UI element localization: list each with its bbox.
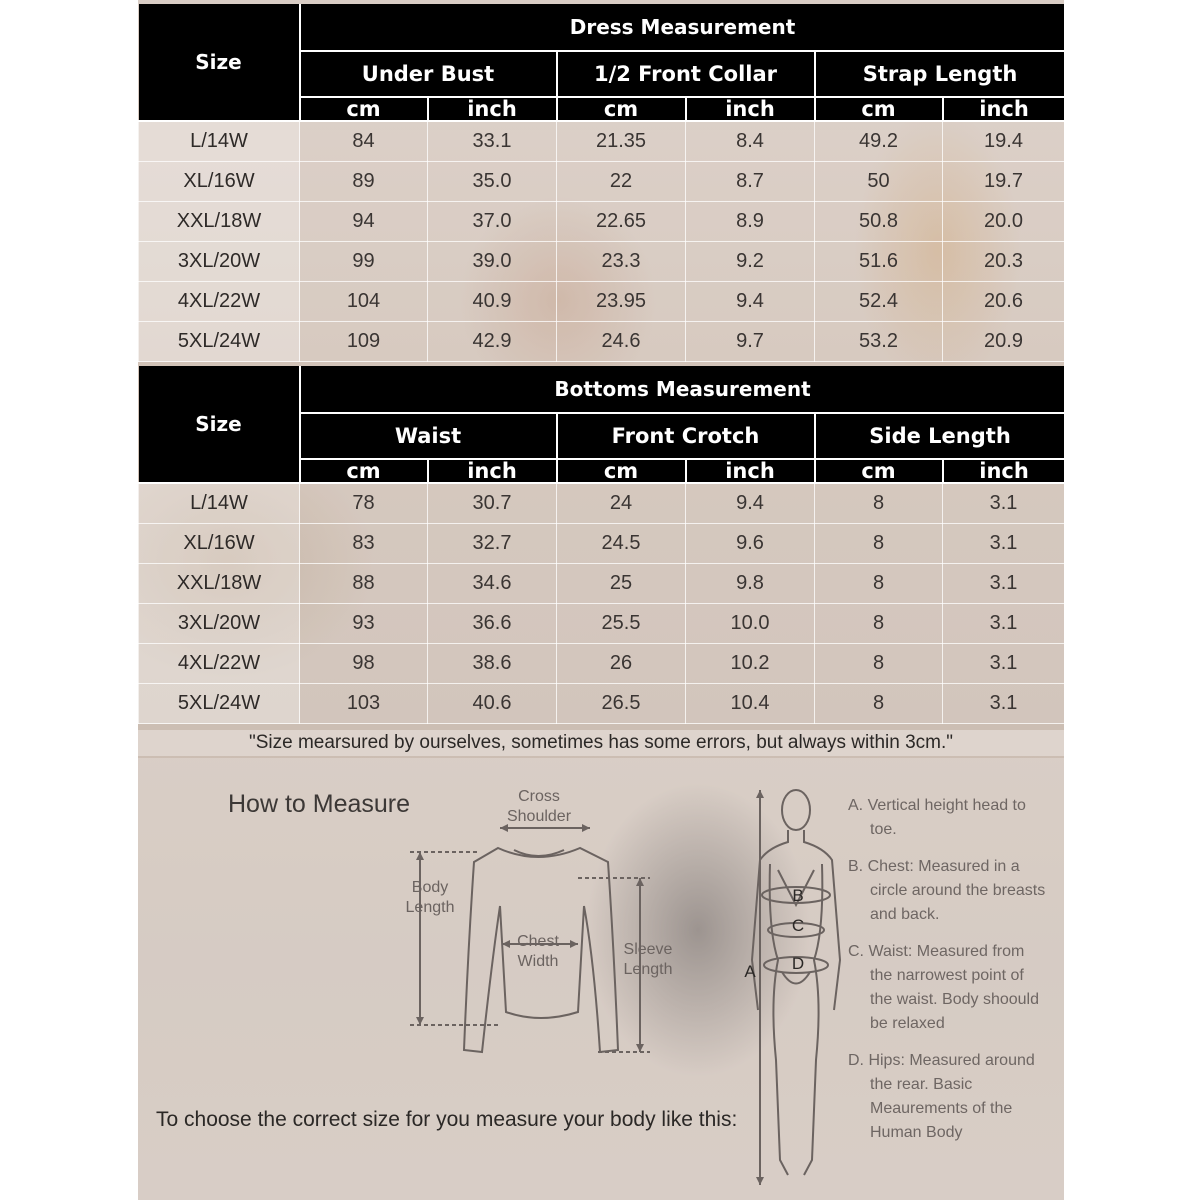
- value-cell: 9.4: [686, 483, 815, 524]
- sleeve-length-label: [608, 940, 688, 980]
- unit-header: cm: [300, 97, 428, 121]
- unit-header: inch: [943, 459, 1065, 483]
- value-cell: 35.0: [428, 162, 557, 202]
- measurement-steps: [848, 794, 1048, 1158]
- value-cell: 26: [557, 644, 686, 684]
- waist-header: Waist: [300, 413, 557, 459]
- choose-size-instruction: To choose the correct size for you measure your body like this:: [156, 1108, 738, 1131]
- side-length-header: Side Length: [815, 413, 1065, 459]
- size-cell: 4XL/22W: [139, 282, 300, 322]
- unit-header: inch: [428, 459, 557, 483]
- cross-shoulder-label: [494, 787, 584, 827]
- value-cell: 9.7: [686, 322, 815, 362]
- value-cell: 89: [300, 162, 428, 202]
- under-bust-header: Under Bust: [300, 51, 557, 97]
- value-cell: 20.9: [943, 322, 1065, 362]
- value-cell: 25.5: [557, 604, 686, 644]
- value-cell: 8: [815, 604, 943, 644]
- front-crotch-header: Front Crotch: [557, 413, 815, 459]
- value-cell: 22: [557, 162, 686, 202]
- value-cell: 21.35: [557, 121, 686, 162]
- strap-length-header: Strap Length: [815, 51, 1065, 97]
- cross-shoulder-label-line: Shoulder: [506, 808, 572, 825]
- size-cell: L/14W: [139, 483, 300, 524]
- size-cell: 5XL/24W: [139, 684, 300, 724]
- value-cell: 8: [815, 524, 943, 564]
- body-figure: [752, 790, 840, 1185]
- value-cell: 36.6: [428, 604, 557, 644]
- size-cell: XL/16W: [139, 162, 300, 202]
- value-cell: 19.4: [943, 121, 1065, 162]
- value-cell: 53.2: [815, 322, 943, 362]
- size-cell: 3XL/20W: [139, 242, 300, 282]
- size-header: Size: [139, 366, 300, 483]
- value-cell: 38.6: [428, 644, 557, 684]
- value-cell: 3.1: [943, 483, 1065, 524]
- value-cell: 8: [815, 644, 943, 684]
- size-cell: 3XL/20W: [139, 604, 300, 644]
- value-cell: 30.7: [428, 483, 557, 524]
- value-cell: 50: [815, 162, 943, 202]
- step-b-text: B. Chest: Measured in a circle around the breasts and back.: [848, 858, 1046, 923]
- unit-header: cm: [815, 459, 943, 483]
- value-cell: 10.0: [686, 604, 815, 644]
- value-cell: 3.1: [943, 604, 1065, 644]
- value-cell: 83: [300, 524, 428, 564]
- value-cell: 10.2: [686, 644, 815, 684]
- value-cell: 52.4: [815, 282, 943, 322]
- value-cell: 9.2: [686, 242, 815, 282]
- marker-d: D: [791, 954, 805, 973]
- value-cell: 8.7: [686, 162, 815, 202]
- value-cell: 3.1: [943, 684, 1065, 724]
- value-cell: 24: [557, 483, 686, 524]
- marker-c: C: [791, 916, 805, 935]
- value-cell: 33.1: [428, 121, 557, 162]
- value-cell: 20.3: [943, 242, 1065, 282]
- sleeve-length-label-line: Sleeve: [623, 941, 673, 958]
- unit-header: inch: [428, 97, 557, 121]
- value-cell: 19.7: [943, 162, 1065, 202]
- value-cell: 23.95: [557, 282, 686, 322]
- size-header: Size: [139, 4, 300, 121]
- size-cell: XL/16W: [139, 524, 300, 564]
- value-cell: 88: [300, 564, 428, 604]
- value-cell: 42.9: [428, 322, 557, 362]
- chest-width-label-line: Chest: [517, 933, 559, 950]
- value-cell: 51.6: [815, 242, 943, 282]
- unit-header: inch: [943, 97, 1065, 121]
- unit-header: inch: [686, 97, 815, 121]
- value-cell: 32.7: [428, 524, 557, 564]
- size-cell: 4XL/22W: [139, 644, 300, 684]
- value-cell: 3.1: [943, 524, 1065, 564]
- step-d-text: D. Hips: Measured around the rear. Basic Meaurements of the Human Body: [848, 1052, 1035, 1141]
- size-cell: 5XL/24W: [139, 322, 300, 362]
- chest-width-label-line: Width: [517, 953, 559, 970]
- value-cell: 103: [300, 684, 428, 724]
- value-cell: 37.0: [428, 202, 557, 242]
- marker-b: B: [792, 886, 804, 905]
- value-cell: 22.65: [557, 202, 686, 242]
- body-length-label-line: Length: [405, 899, 455, 916]
- value-cell: 104: [300, 282, 428, 322]
- value-cell: 9.6: [686, 524, 815, 564]
- value-cell: 8: [815, 684, 943, 724]
- unit-header: cm: [815, 97, 943, 121]
- value-cell: 20.0: [943, 202, 1065, 242]
- value-cell: 9.8: [686, 564, 815, 604]
- dress-measurement-title: Dress Measurement: [300, 4, 1065, 51]
- value-cell: 10.4: [686, 684, 815, 724]
- step-c-text: C. Waist: Measured from the narrowest point of the waist. Body shoould be relaxed: [848, 943, 1039, 1032]
- value-cell: 24.6: [557, 322, 686, 362]
- value-cell: 94: [300, 202, 428, 242]
- value-cell: 39.0: [428, 242, 557, 282]
- marker-a: A: [744, 962, 756, 981]
- value-cell: 98: [300, 644, 428, 684]
- value-cell: 93: [300, 604, 428, 644]
- value-cell: 26.5: [557, 684, 686, 724]
- unit-header: inch: [686, 459, 815, 483]
- front-collar-header: 1/2 Front Collar: [557, 51, 815, 97]
- cross-shoulder-label-line: Cross: [518, 788, 560, 805]
- body-length-label-line: Body: [411, 879, 449, 896]
- value-cell: 20.6: [943, 282, 1065, 322]
- value-cell: 8.4: [686, 121, 815, 162]
- value-cell: 3.1: [943, 564, 1065, 604]
- chest-width-label: [498, 932, 578, 972]
- value-cell: 40.6: [428, 684, 557, 724]
- unit-header: cm: [300, 459, 428, 483]
- value-cell: 99: [300, 242, 428, 282]
- sleeve-length-label-line: Length: [623, 961, 673, 978]
- value-cell: 25: [557, 564, 686, 604]
- body-length-label: [390, 878, 470, 918]
- value-cell: 84: [300, 121, 428, 162]
- value-cell: 8: [815, 564, 943, 604]
- value-cell: 8.9: [686, 202, 815, 242]
- unit-header: cm: [557, 459, 686, 483]
- size-cell: XXL/18W: [139, 564, 300, 604]
- value-cell: 8: [815, 483, 943, 524]
- value-cell: 34.6: [428, 564, 557, 604]
- value-cell: 50.8: [815, 202, 943, 242]
- size-chart-panel: [138, 0, 1064, 1200]
- value-cell: 40.9: [428, 282, 557, 322]
- value-cell: 78: [300, 483, 428, 524]
- value-cell: 3.1: [943, 644, 1065, 684]
- how-to-measure-title: How to Measure: [228, 790, 411, 818]
- bottoms-measurement-title: Bottoms Measurement: [300, 366, 1065, 413]
- unit-header: cm: [557, 97, 686, 121]
- size-cell: L/14W: [139, 121, 300, 162]
- value-cell: 49.2: [815, 121, 943, 162]
- value-cell: 24.5: [557, 524, 686, 564]
- value-cell: 109: [300, 322, 428, 362]
- size-cell: XXL/18W: [139, 202, 300, 242]
- measurement-footnote: "Size mearsured by ourselves, sometimes has some errors, but always within 3cm.": [138, 730, 1064, 756]
- value-cell: 23.3: [557, 242, 686, 282]
- value-cell: 9.4: [686, 282, 815, 322]
- step-a-text: A. Vertical height head to toe.: [848, 797, 1026, 838]
